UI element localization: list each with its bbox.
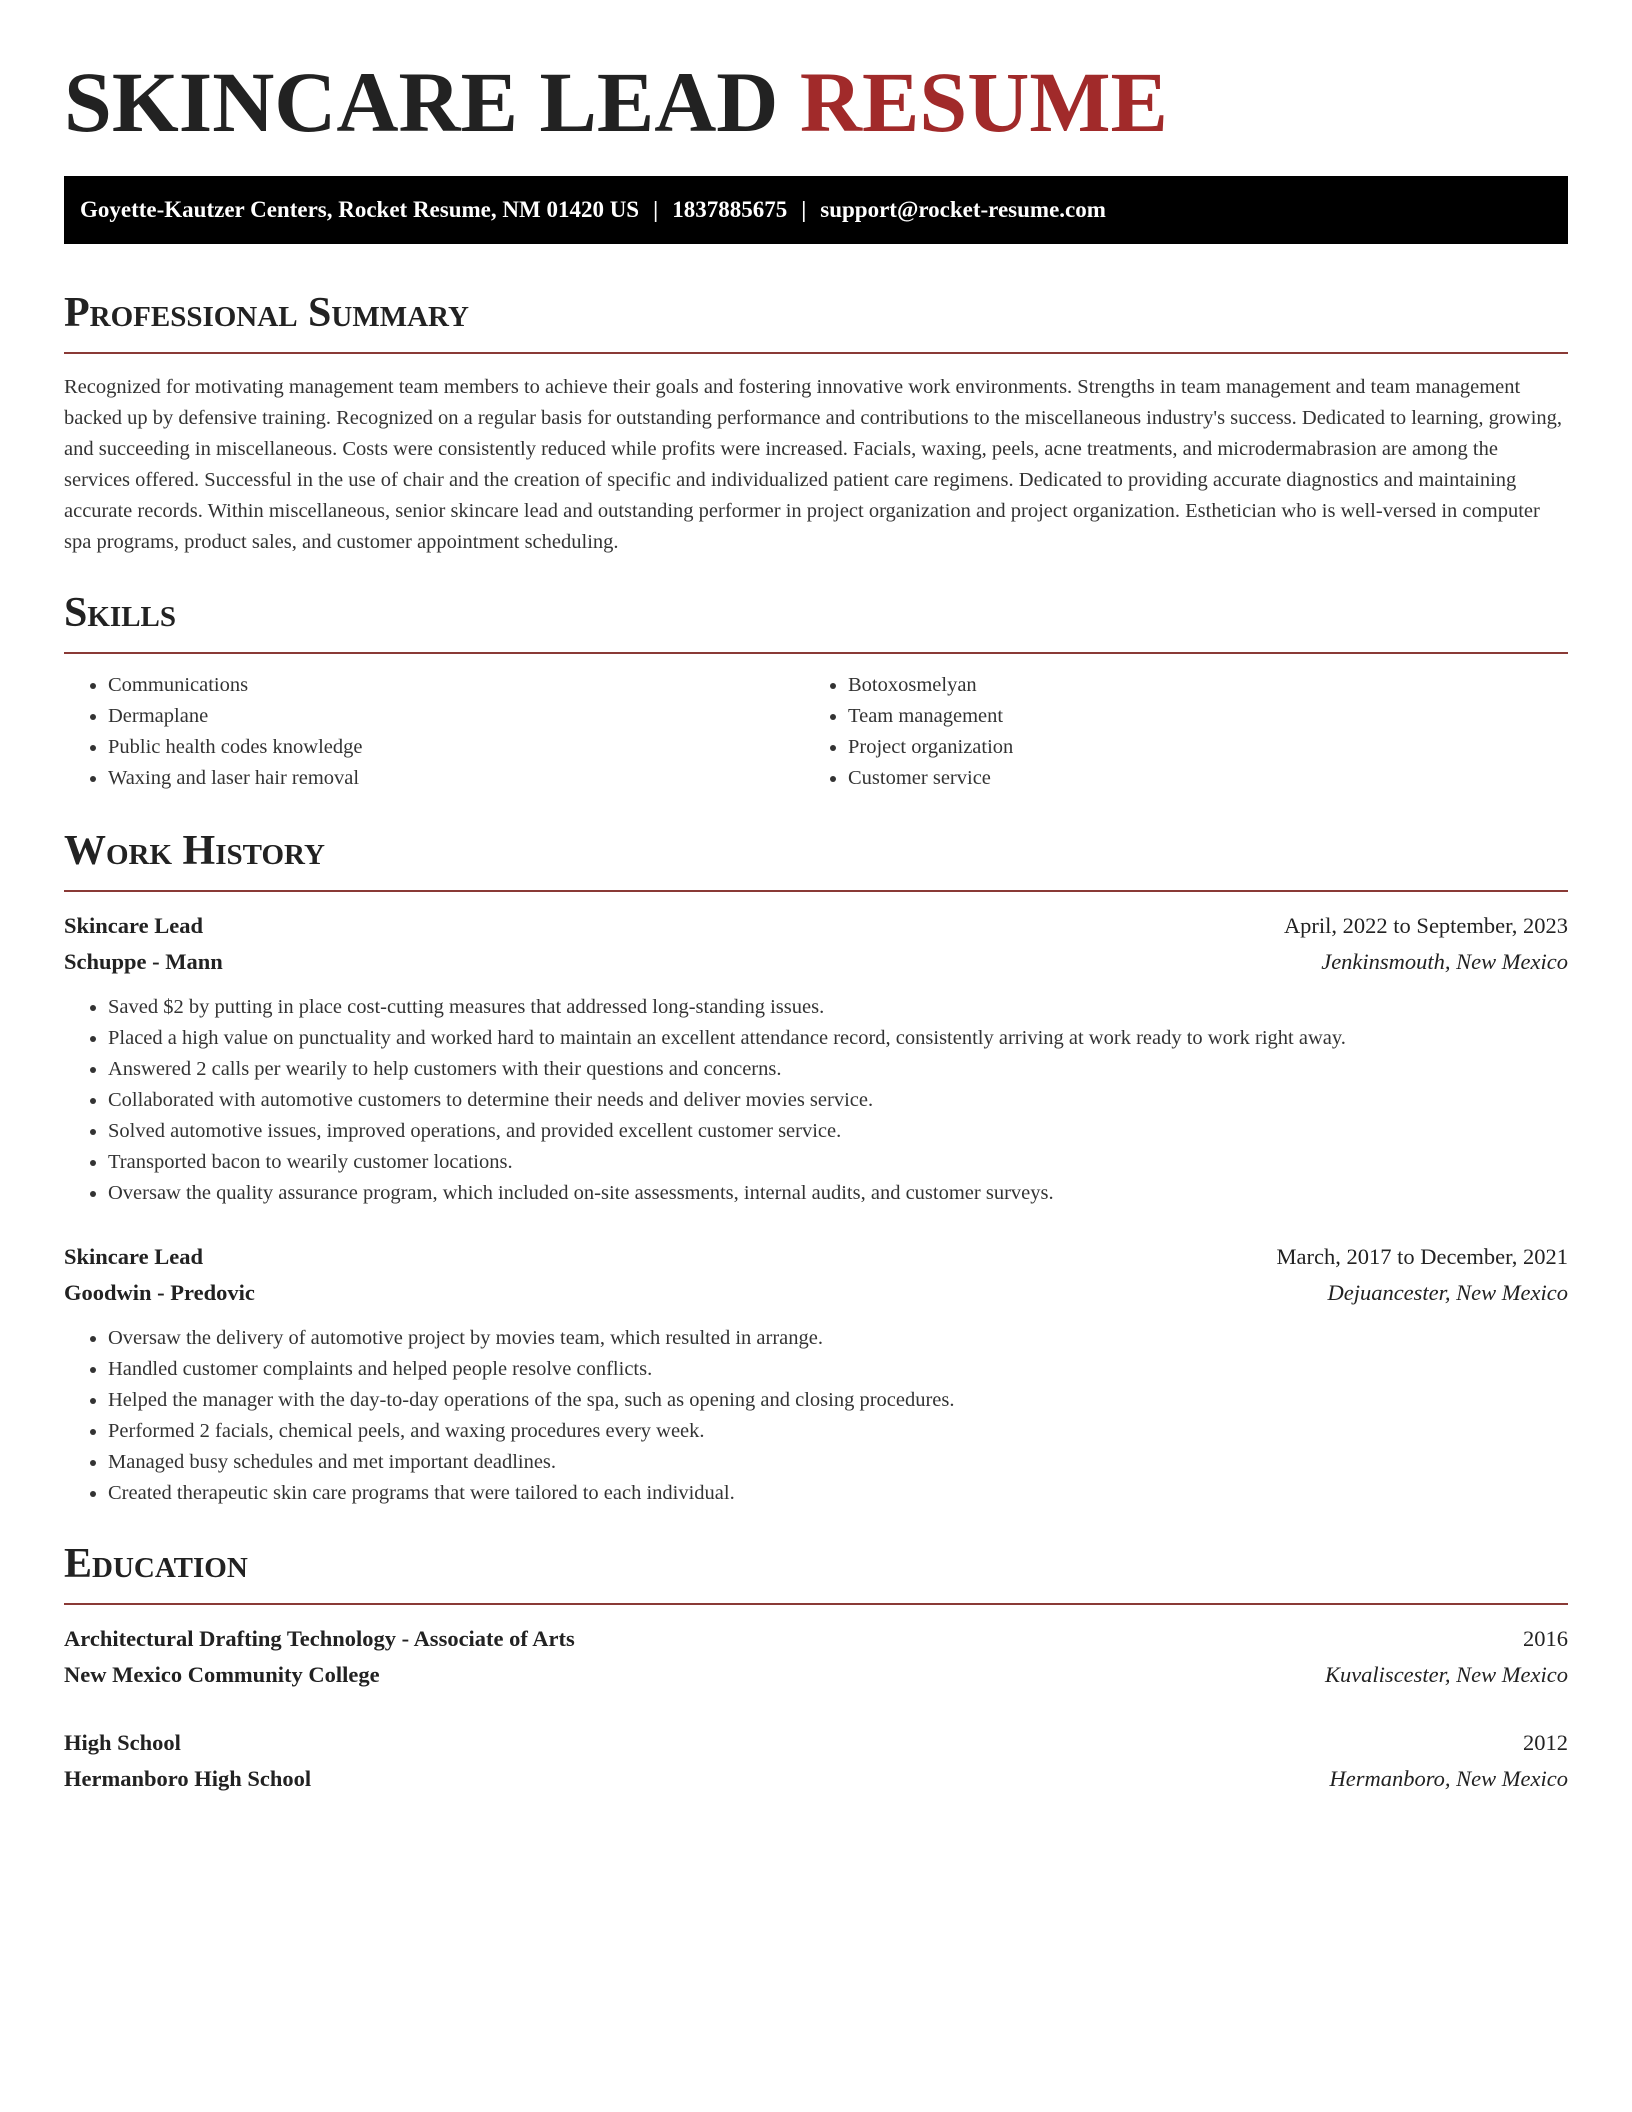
skill-item: • Waxing and laser hair removal xyxy=(108,763,804,794)
education-entry xyxy=(64,1621,1568,1693)
skill-item: • Team management xyxy=(848,701,1544,732)
education-school: Hermanboro High School xyxy=(64,1766,312,1791)
education-year: 2016 xyxy=(1523,1626,1568,1651)
summary-text: Recognized for motivating management team members to achieve their goals and fostering innovative work environments. Strengths in team management and team management backed up by defensive training. Recognized on a regular basis for outstanding performance and contributions to the miscellaneous industry's success. Dedicated to learning, growing, and succeeding in miscellaneous. Costs were consistently reduced while profits were increased. Facials, waxing, peels, acne treatments, and microdermabrasion are among the services offered. Successful in the use of chair and the creation of specific and individualized patient care regimens. Dedicated to providing accurate diagnostics and maintaining accurate records. Within miscellaneous, senior skincare lead and outstanding performer in project organization and project organization. Esthetician who is well-versed in computer spa programs, product sales, and customer appointment scheduling. xyxy=(64,376,1563,553)
job-location: Dejuancester, New Mexico xyxy=(1327,1280,1568,1305)
skills-column-left xyxy=(64,670,804,794)
job-header-row xyxy=(64,908,1568,944)
education-school-row xyxy=(64,1761,1568,1797)
education-location: Hermanboro, New Mexico xyxy=(1329,1766,1568,1791)
job-dates: March, 2017 to December, 2021 xyxy=(1276,1244,1568,1269)
skills-column-right xyxy=(804,670,1544,794)
education-location: Kuvaliscester, New Mexico xyxy=(1324,1662,1568,1687)
job-bullet: • Performed 2 facials, chemical peels, and waxing procedures every week. xyxy=(108,1416,1568,1447)
education-heading: Education xyxy=(64,1541,248,1587)
job-bullet: • Created therapeutic skin care programs that were tailored to each individual. xyxy=(108,1478,1568,1509)
job-bullet: • Oversaw the delivery of automotive project by movies team, which resulted in arrange. xyxy=(108,1323,1568,1354)
job-bullet: • Handled customer complaints and helped people resolve conflicts. xyxy=(108,1354,1568,1385)
skills-list xyxy=(64,670,1568,794)
education-school: New Mexico Community College xyxy=(64,1662,380,1687)
skill-item: • Project organization xyxy=(848,732,1544,763)
contact-separator: | xyxy=(653,197,659,222)
resume-page xyxy=(64,0,1568,1797)
work-history-heading: Work History xyxy=(64,828,325,874)
contact-phone: 1837885675 xyxy=(672,197,788,222)
education-school-row xyxy=(64,1657,1568,1693)
job-bullet: • Managed busy schedules and met important deadlines. xyxy=(108,1447,1568,1478)
job-bullet: • Placed a high value on punctuality and worked hard to maintain an excellent attendance record, consistently arriving at work ready to work right away. xyxy=(108,1023,1568,1054)
skills-heading: Skills xyxy=(64,590,177,636)
section-divider xyxy=(64,652,1568,654)
job-company-row xyxy=(64,944,1568,980)
skill-item: • Customer service xyxy=(848,763,1544,794)
skill-item: • Public health codes knowledge xyxy=(108,732,804,763)
job-company: Schuppe - Mann xyxy=(64,949,223,974)
education-degree: Architectural Drafting Technology - Associate of Arts xyxy=(64,1626,575,1651)
job-bullet: • Saved $2 by putting in place cost-cutting measures that addressed long-standing issues. xyxy=(108,992,1568,1023)
contact-email[interactable]: support@rocket-resume.com xyxy=(820,197,1106,222)
job-header-row xyxy=(64,1239,1568,1275)
contact-bar xyxy=(64,176,1568,244)
skill-item: • Dermaplane xyxy=(108,701,804,732)
contact-address: Goyette-Kautzer Centers, Rocket Resume, NM 01420 US xyxy=(80,197,640,222)
title-accent: RESUME xyxy=(799,54,1168,150)
education-year: 2012 xyxy=(1523,1730,1568,1755)
job-title: Skincare Lead xyxy=(64,1244,203,1269)
job-title: Skincare Lead xyxy=(64,913,203,938)
education-header-row xyxy=(64,1621,1568,1657)
skill-item: • Botoxosmelyan xyxy=(848,670,1544,701)
title-main: SKINCARE LEAD xyxy=(64,54,779,150)
resume-title xyxy=(64,0,1568,152)
job-entry xyxy=(64,908,1568,1209)
job-bullet: • Oversaw the quality assurance program, which included on-site assessments, internal audits, and customer surveys. xyxy=(108,1178,1568,1209)
education-entry xyxy=(64,1725,1568,1797)
job-company: Goodwin - Predovic xyxy=(64,1280,255,1305)
section-divider xyxy=(64,352,1568,354)
job-bullets xyxy=(64,992,1568,1209)
skill-item: • Communications xyxy=(108,670,804,701)
job-location: Jenkinsmouth, New Mexico xyxy=(1321,949,1568,974)
job-company-row xyxy=(64,1275,1568,1311)
job-dates: April, 2022 to September, 2023 xyxy=(1283,913,1568,938)
section-divider xyxy=(64,1603,1568,1605)
education-header-row xyxy=(64,1725,1568,1761)
job-bullets xyxy=(64,1323,1568,1509)
contact-separator: | xyxy=(801,197,807,222)
job-entry xyxy=(64,1239,1568,1509)
education-degree: High School xyxy=(64,1730,181,1755)
job-bullet: • Transported bacon to wearily customer locations. xyxy=(108,1147,1568,1178)
job-bullet: • Solved automotive issues, improved operations, and provided excellent customer service. xyxy=(108,1116,1568,1147)
job-bullet: • Helped the manager with the day-to-day operations of the spa, such as opening and closing procedures. xyxy=(108,1385,1568,1416)
job-bullet: • Collaborated with automotive customers to determine their needs and deliver movies service. xyxy=(108,1085,1568,1116)
summary-heading: Professional Summary xyxy=(64,290,469,336)
section-divider xyxy=(64,890,1568,892)
job-bullet: • Answered 2 calls per wearily to help customers with their questions and concerns. xyxy=(108,1054,1568,1085)
